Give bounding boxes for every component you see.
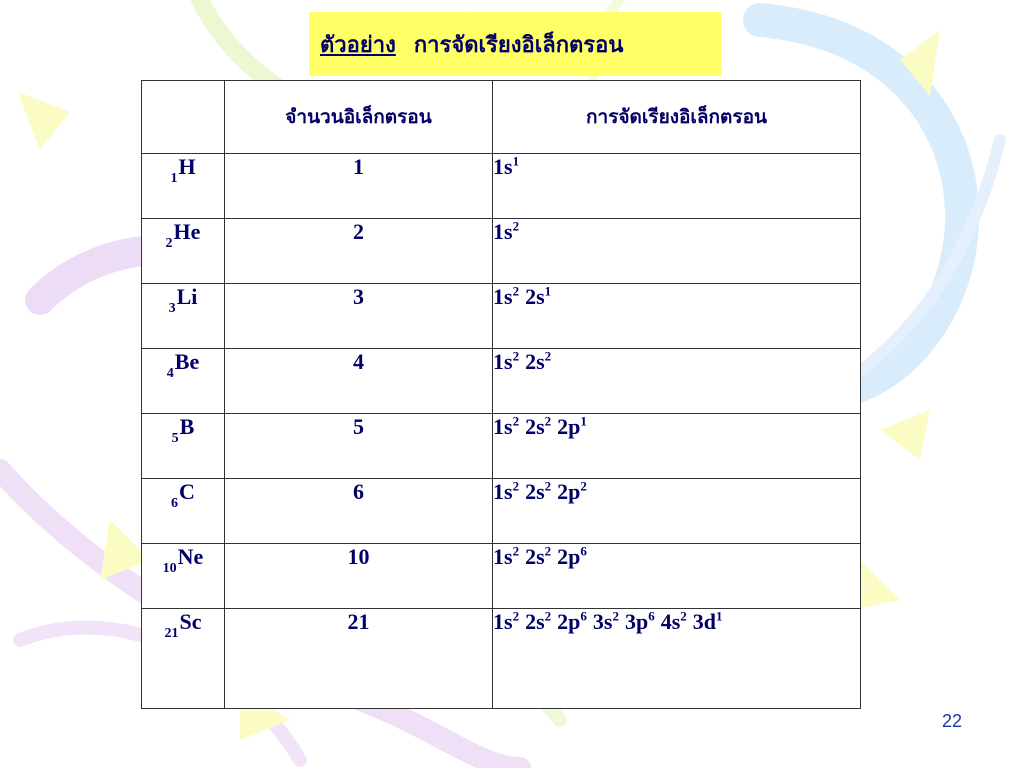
atomic-number: 1 [170,171,178,186]
element-symbol: Li [176,284,198,309]
electron-count-cell: 2 [225,219,493,284]
orbital-term [525,284,551,309]
orbital-electron-count: 1 [512,153,520,169]
electron-count-cell: 4 [225,349,493,414]
element-symbol: H [178,154,196,179]
orbital-electron-count: 2 [544,608,552,624]
orbital-label: 1s [493,219,513,244]
element-cell [142,479,225,544]
table-row [142,414,861,479]
electron-configuration-cell [493,154,861,219]
orbital-electron-count: 2 [612,608,619,624]
element-symbol: C [179,479,195,504]
orbital-label: 2p [557,479,581,504]
orbital-label: 1s [493,154,513,179]
orbital-term [625,609,655,634]
orbital-label: 1s [493,414,513,439]
orbital-electron-count: 2 [512,413,520,429]
orbital-label: 3p [624,609,649,634]
orbital-term [525,349,551,374]
electron-configuration-table [141,80,861,709]
orbital-term [557,609,587,634]
orbital-term [693,609,723,634]
table-row [142,284,861,349]
orbital-label: 1s [493,609,513,634]
orbital-term [493,544,519,569]
orbital-label: 1s [493,544,513,569]
orbital-term [493,284,519,309]
element-symbol: Be [174,349,200,374]
atomic-number: 10 [162,561,177,576]
orbital-electron-count: 1 [544,283,552,299]
orbital-electron-count: 2 [544,348,552,364]
atomic-number: 3 [168,301,176,316]
orbital-label: 3s [592,609,613,634]
electron-configuration-cell [493,219,861,284]
electron-configuration-cell [493,349,861,414]
electron-configuration-cell [493,414,861,479]
orbital-electron-count: 2 [512,283,520,299]
orbital-label: 1s [493,349,513,374]
table-row [142,349,861,414]
header-electron-count: จำนวนอิเล็กตรอน [225,81,493,154]
element-cell [142,349,225,414]
table-row [142,479,861,544]
orbital-label: 2s [525,349,545,374]
title-heading: การจัดเรียงอิเล็กตรอน [413,32,624,58]
orbital-term [525,609,551,634]
orbital-electron-count: 2 [680,608,687,624]
orbital-term [493,154,519,179]
atomic-number: 21 [164,626,179,641]
orbital-term [525,544,551,569]
electron-count-cell: 6 [225,479,493,544]
electron-configuration-cell [493,479,861,544]
orbital-label: 1s [493,479,513,504]
orbital-electron-count: 2 [512,478,520,494]
electron-count-cell: 3 [225,284,493,349]
orbital-electron-count: 2 [512,348,520,364]
header-electron-configuration: การจัดเรียงอิเล็กตรอน [493,81,861,154]
element-cell [142,154,225,219]
table-row [142,154,861,219]
electron-count-cell: 1 [225,154,493,219]
atomic-number: 2 [165,236,173,251]
table-row [142,544,861,609]
atomic-number: 4 [166,366,174,381]
slide-title [309,12,721,76]
orbital-term [557,544,587,569]
table-row [142,609,861,709]
orbital-label: 2s [525,414,545,439]
example-label: ตัวอย่าง [320,32,396,58]
orbital-label: 2s [525,609,545,634]
orbital-term [593,609,619,634]
element-cell [142,414,225,479]
orbital-label: 2p [557,609,581,634]
orbital-electron-count: 2 [544,413,552,429]
orbital-term [493,414,519,439]
orbital-term [493,609,519,634]
header-element [142,81,225,154]
electron-count-cell: 10 [225,544,493,609]
electron-count-cell: 21 [225,609,493,709]
orbital-label: 4s [660,609,681,634]
orbital-electron-count: 6 [580,543,587,559]
orbital-term [525,479,551,504]
element-symbol: He [173,219,201,244]
element-cell [142,544,225,609]
atomic-number: 5 [171,431,179,446]
orbital-label: 2p [557,544,581,569]
orbital-electron-count: 2 [544,543,552,559]
page-number: 22 [941,711,962,731]
orbital-label: 1s [493,284,513,309]
atomic-number: 6 [171,496,179,511]
electron-configuration-cell [493,544,861,609]
orbital-electron-count: 2 [512,543,520,559]
orbital-term [661,609,687,634]
element-cell [142,609,225,709]
element-cell [142,284,225,349]
electron-configuration-cell [493,609,861,709]
orbital-electron-count: 6 [580,608,587,624]
table-row [142,219,861,284]
table-header-row [142,81,861,154]
element-symbol: Sc [179,609,202,634]
orbital-term [557,479,587,504]
orbital-electron-count: 1 [580,413,587,429]
element-cell [142,219,225,284]
orbital-term [557,414,587,439]
electron-configuration-cell [493,284,861,349]
orbital-label: 3d [692,609,716,634]
orbital-term [525,414,551,439]
orbital-label: 2s [525,479,545,504]
element-symbol: Ne [177,544,204,569]
orbital-term [493,349,519,374]
orbital-label: 2p [557,414,581,439]
orbital-term [493,219,519,244]
orbital-term [493,479,519,504]
orbital-label: 2s [525,544,545,569]
element-symbol: B [179,414,195,439]
orbital-electron-count: 6 [648,608,655,624]
orbital-electron-count: 2 [512,608,520,624]
orbital-label: 2s [525,284,545,309]
electron-count-cell: 5 [225,414,493,479]
orbital-electron-count: 2 [512,218,520,234]
orbital-electron-count: 1 [716,608,723,624]
orbital-electron-count: 2 [580,478,587,494]
orbital-electron-count: 2 [544,478,552,494]
